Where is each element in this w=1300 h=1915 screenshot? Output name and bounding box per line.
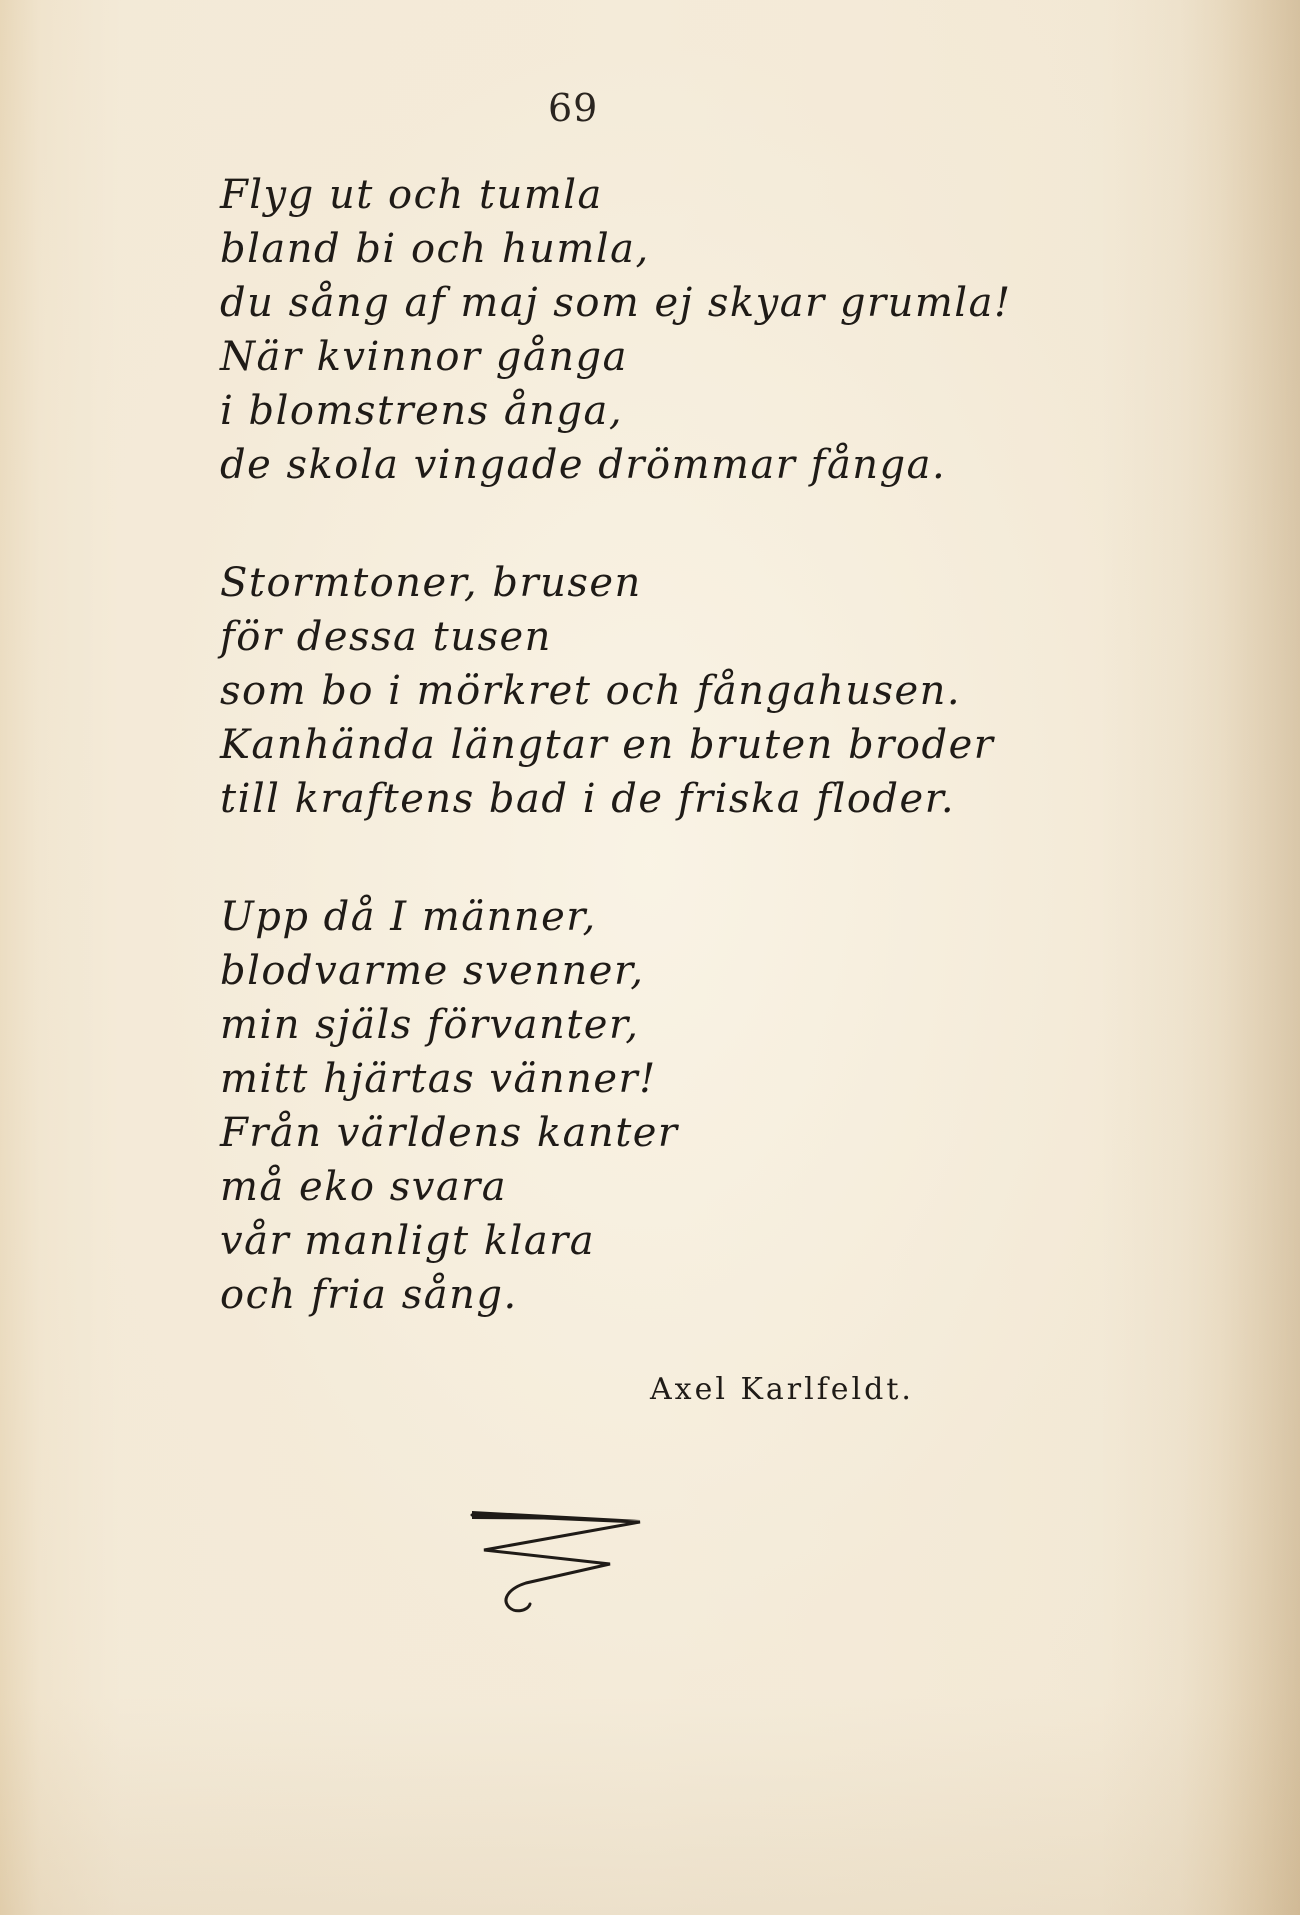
poem-line: min själs förvanter, xyxy=(220,1002,640,1048)
poem-line: Upp då I männer, xyxy=(220,894,597,940)
poem-line: och fria sång. xyxy=(220,1272,518,1318)
poem-line: blodvarme svenner, xyxy=(220,948,645,994)
poem-line: som bo i mörkret och fångahusen. xyxy=(220,668,962,714)
poem-line: Kanhända längtar en bruten broder xyxy=(220,722,995,768)
stanza-2 xyxy=(220,556,1120,826)
poem-line: de skola vingade drömmar fånga. xyxy=(220,442,947,488)
poem-line: När kvinnor gånga xyxy=(220,334,628,380)
poem-line: vår manligt klara xyxy=(220,1218,596,1264)
page-number: 69 xyxy=(548,86,599,130)
poem-line: i blomstrens ånga, xyxy=(220,388,624,434)
page-bottom-shading xyxy=(0,1695,1300,1915)
poem-line: för dessa tusen xyxy=(220,614,552,660)
poem xyxy=(220,168,1120,1322)
end-flourish-ornament-icon xyxy=(470,1508,670,1628)
page-edge-shading xyxy=(1100,0,1300,1915)
poem-line: du sång af maj som ej skyar grumla! xyxy=(220,280,1012,326)
poem-line: Flyg ut och tumla xyxy=(220,172,603,218)
stanza-3 xyxy=(220,890,1120,1322)
poem-line: bland bi och humla, xyxy=(220,226,650,272)
poem-line: Från världens kanter xyxy=(220,1110,679,1156)
poem-line: Stormtoner, brusen xyxy=(220,560,642,606)
author-signature: Axel Karlfeldt. xyxy=(650,1372,914,1407)
poem-line: mitt hjärtas vänner! xyxy=(220,1056,657,1102)
poem-line: må eko svara xyxy=(220,1164,508,1210)
poem-line: till kraftens bad i de friska floder. xyxy=(220,776,956,822)
stanza-1 xyxy=(220,168,1120,492)
